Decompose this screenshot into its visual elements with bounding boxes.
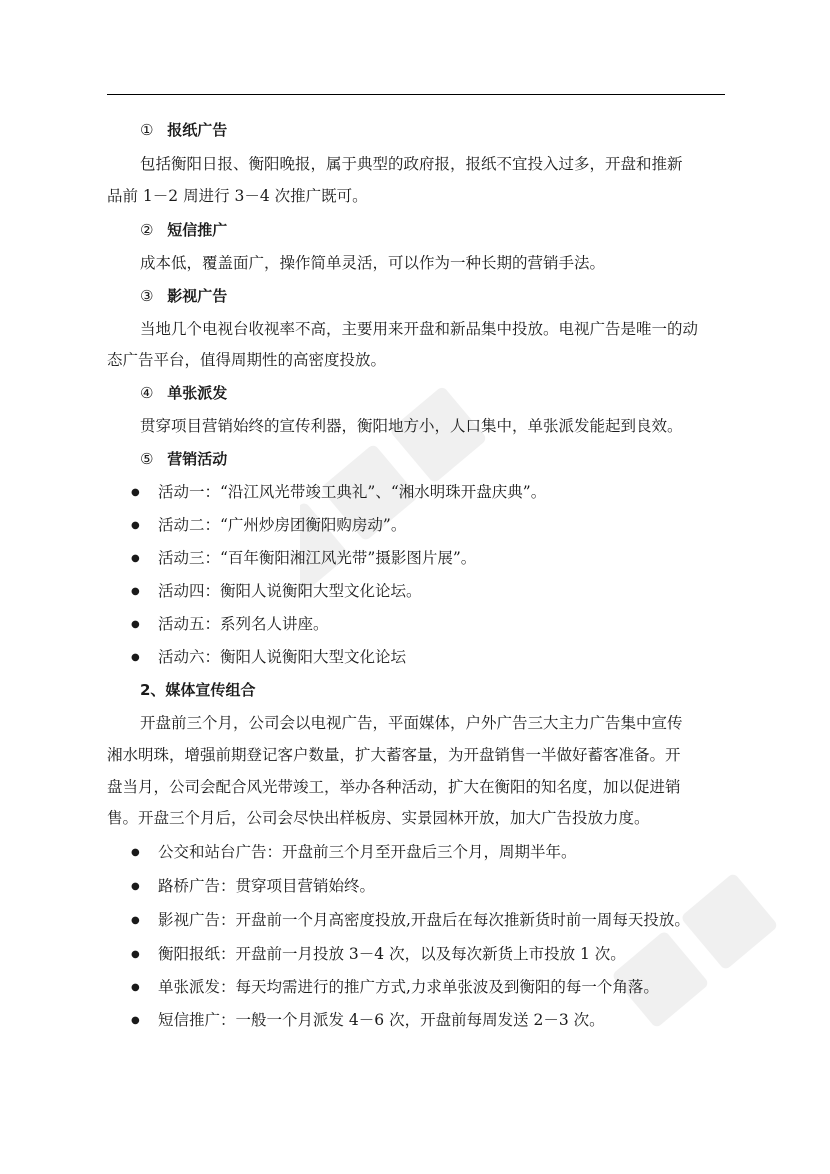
heading-title: 影视广告 (167, 287, 228, 305)
heading-events (140, 449, 227, 469)
paragraph-line: 当地几个电视台收视率不高，主要用来开盘和新品集中投放。电视广告是唯一的动 (140, 320, 699, 338)
list-item: ● 影视广告：开盘前一个月高密度投放,开盘后在每次推新货时前一周每天投放。 (131, 911, 690, 929)
heading-flyer (140, 383, 227, 403)
bullet-icon: ● (131, 619, 140, 630)
list-item: ● 活动二：“广州炒房团衡阳购房动”。 (131, 516, 407, 534)
bullet-icon: ● (131, 487, 140, 498)
heading-title: 报纸广告 (167, 121, 228, 139)
section-title: 2、媒体宣传组合 (140, 681, 256, 699)
list-item: ● 衡阳报纸：开盘前一月投放 3－4 次，以及每次新货上市投放 1 次。 (131, 945, 626, 963)
paragraph-line: 盘当月，公司会配合风光带竣工，举办各种活动，扩大在衡阳的知名度，加以促进销 (107, 778, 681, 796)
heading-number: ⑤ (140, 450, 154, 468)
heading-newspaper (140, 120, 227, 140)
bullet-icon: ● (131, 1015, 140, 1026)
paragraph-line: 品前 1－2 周进行 3－4 次推广既可。 (107, 187, 368, 205)
list-item: ● 活动六：衡阳人说衡阳大型文化论坛 (131, 648, 407, 666)
paragraph-line: 态广告平台，值得周期性的高密度投放。 (107, 351, 387, 369)
list-item: ● 活动三：“百年衡阳湘江风光带”摄影图片展”。 (131, 549, 477, 567)
bullet-icon: ● (131, 553, 140, 564)
bullet-icon: ● (131, 982, 140, 993)
paragraph-line: 湘水明珠，增强前期登记客户数量，扩大蓄客量，为开盘销售一半做好蓄客准备。开 (107, 746, 681, 764)
list-item: ● 短信推广：一般一个月派发 4－6 次，开盘前每周发送 2－3 次。 (131, 1011, 605, 1029)
heading-number: ② (140, 221, 154, 239)
heading-number: ① (140, 121, 154, 139)
bullet-icon: ● (131, 949, 140, 960)
heading-number: ④ (140, 384, 154, 402)
paragraph-line: 包括衡阳日报、衡阳晚报，属于典型的政府报，报纸不宜投入过多，开盘和推新 (140, 155, 683, 173)
heading-number: ③ (140, 287, 154, 305)
list-item: ● 公交和站台广告：开盘前三个月至开盘后三个月，周期半年。 (131, 843, 577, 861)
paragraph-line: 贯穿项目营销始终的宣传利器，衡阳地方小，人口集中，单张派发能起到良效。 (140, 417, 683, 435)
bullet-icon: ● (131, 915, 140, 926)
list-item: ● 单张派发：每天均需进行的推广方式,力求单张波及到衡阳的每一个角落。 (131, 978, 659, 996)
paragraph-line: 成本低，覆盖面广，操作简单灵活，可以作为一种长期的营销手法。 (140, 254, 606, 272)
heading-title: 单张派发 (167, 384, 228, 402)
header-rule (107, 94, 725, 95)
bullet-icon: ● (131, 586, 140, 597)
bullet-icon: ● (131, 520, 140, 531)
paragraph-line: 售。开盘三个月后，公司会尽快出样板房、实景园林开放，加大广告投放力度。 (107, 809, 650, 827)
heading-title: 营销活动 (167, 450, 228, 468)
bullet-icon: ● (131, 652, 140, 663)
heading-sms (140, 220, 227, 240)
list-item: ● 路桥广告：贯穿项目营销始终。 (131, 877, 376, 895)
list-item: ● 活动四：衡阳人说衡阳大型文化论坛。 (131, 582, 422, 600)
heading-title: 短信推广 (167, 221, 228, 239)
heading-tv (140, 286, 227, 306)
bullet-icon: ● (131, 881, 140, 892)
bullet-icon: ● (131, 847, 140, 858)
paragraph-line: 开盘前三个月，公司会以电视广告，平面媒体，户外广告三大主力广告集中宣传 (140, 714, 683, 732)
list-item: ● 活动五：系列名人讲座。 (131, 615, 329, 633)
list-item: ● 活动一：“沿江风光带竣工典礼”、“湘水明珠开盘庆典”。 (131, 483, 547, 501)
